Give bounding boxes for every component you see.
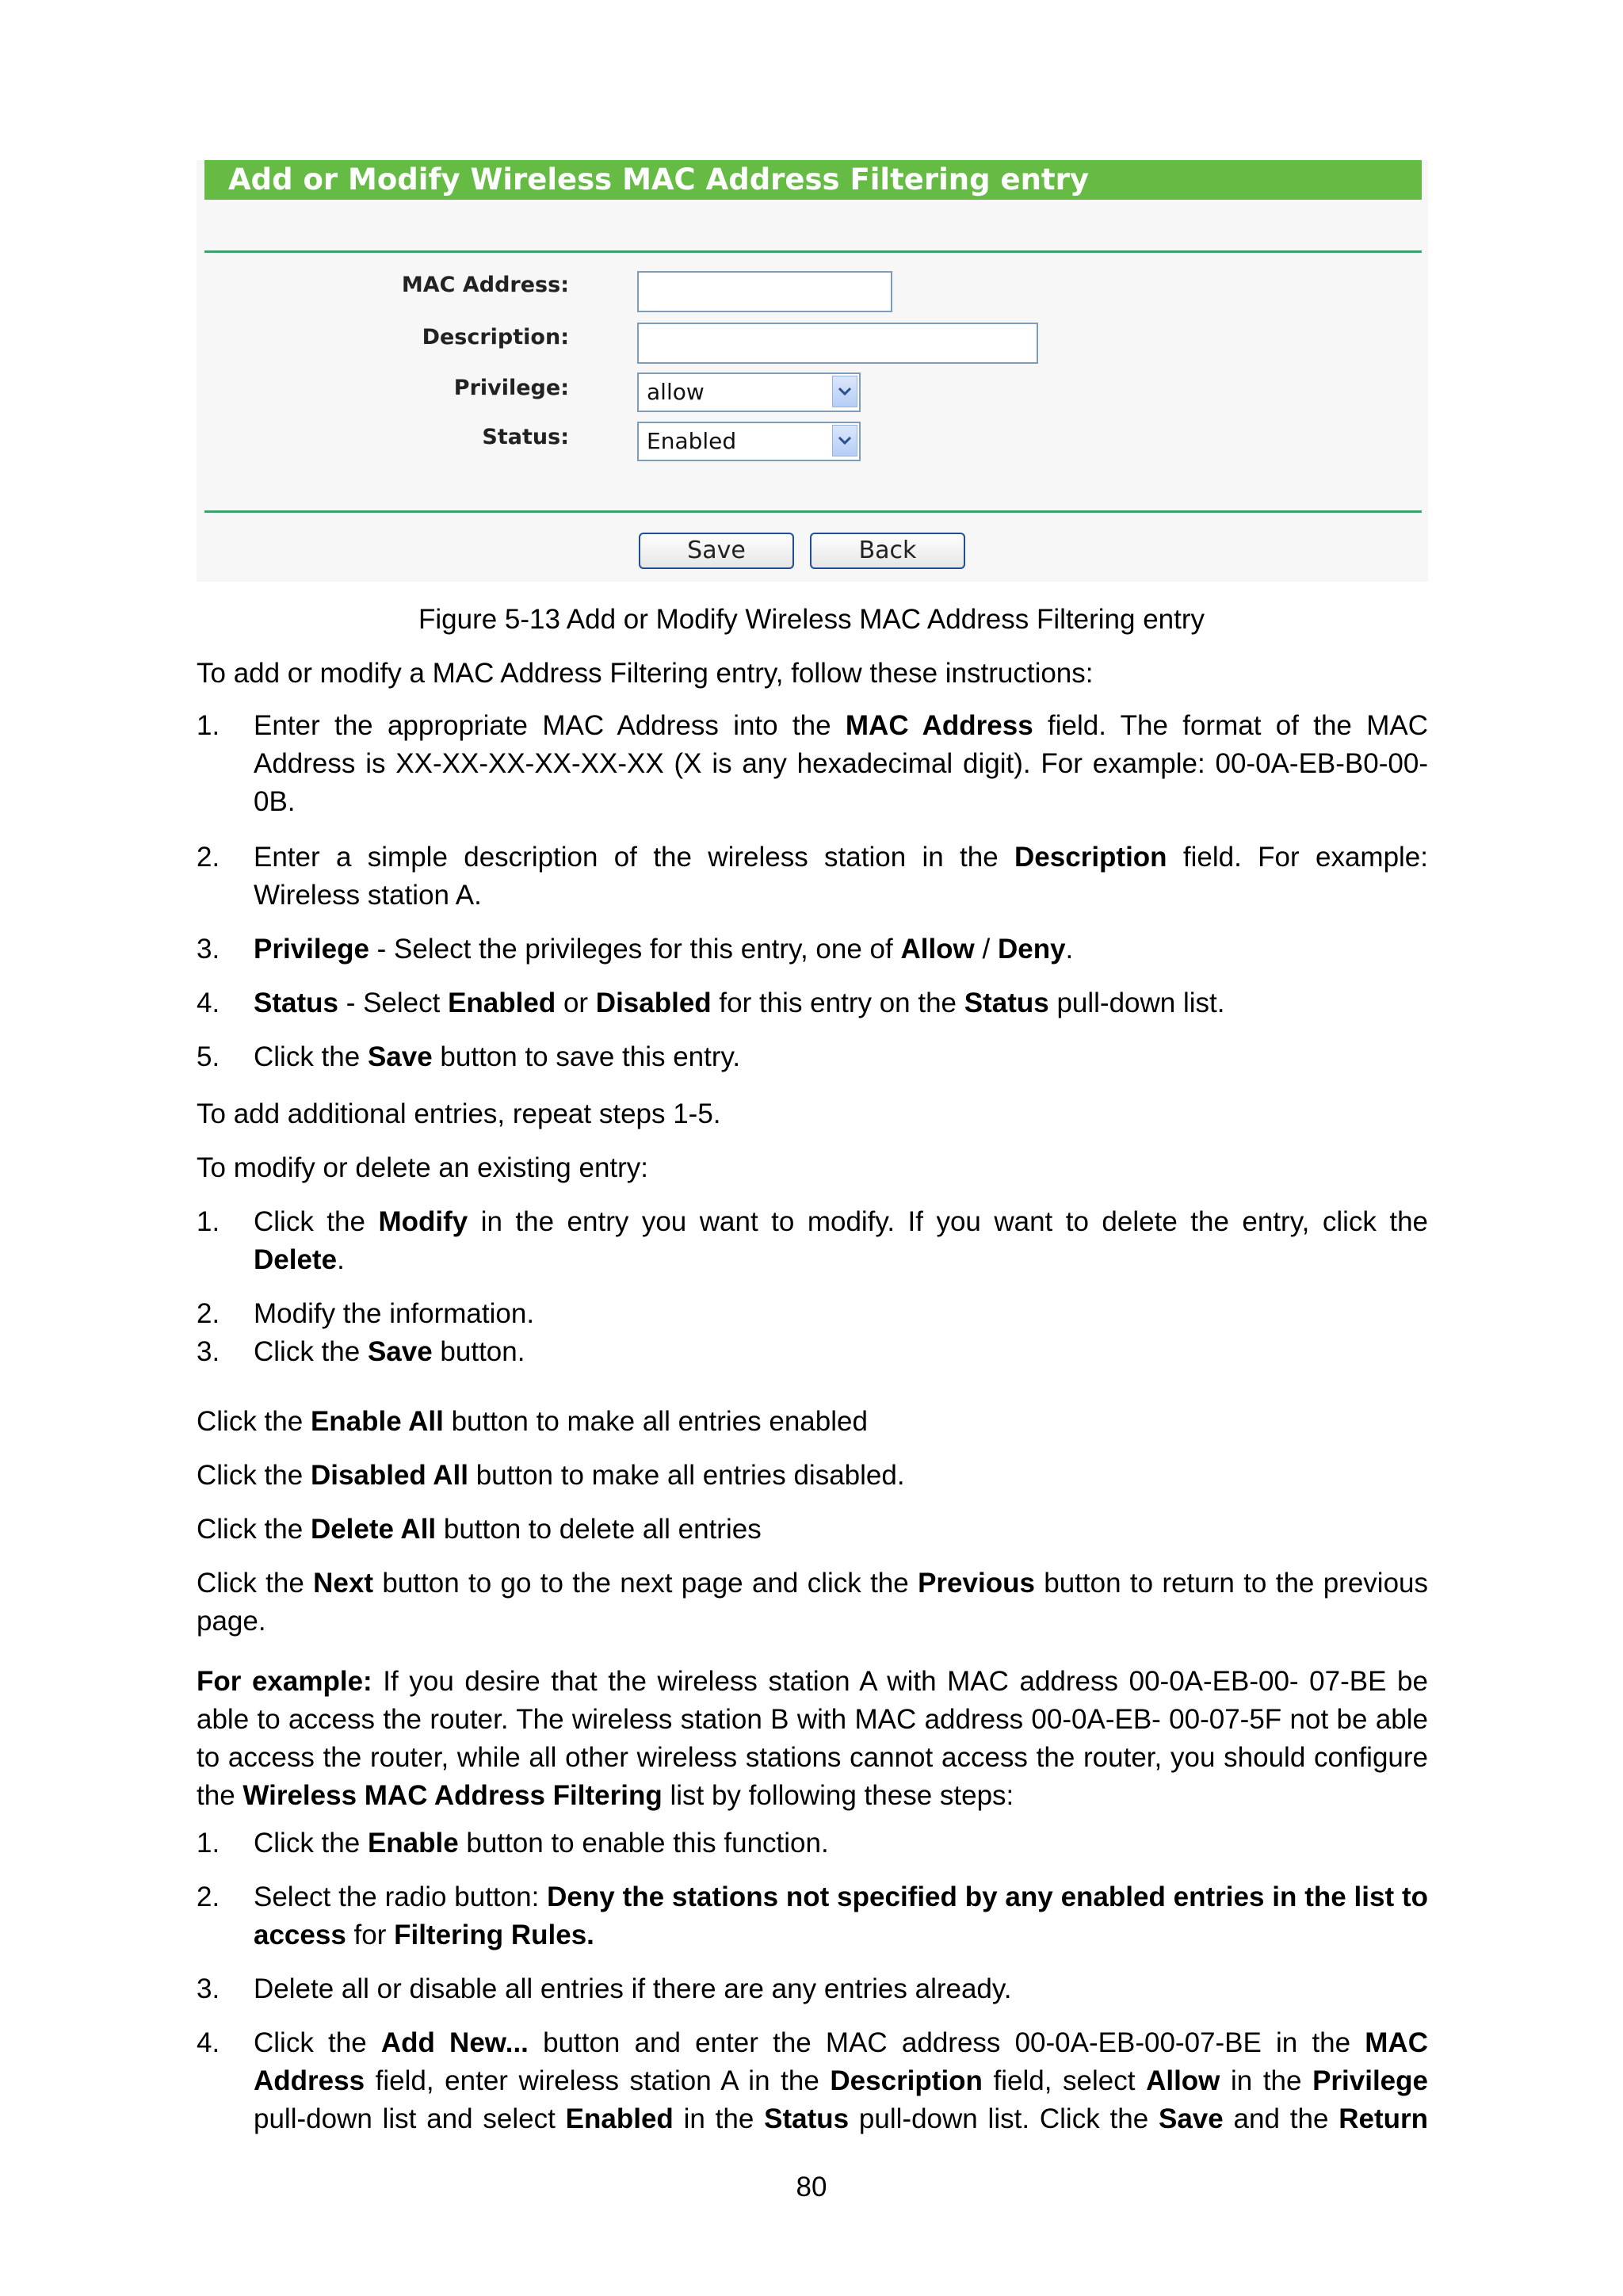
figure-divider-bottom [204, 510, 1422, 513]
modify-step-item: Click the Save button. [254, 1336, 525, 1367]
status-label: Status: [482, 425, 569, 449]
modify-step-number: 2. [197, 1298, 220, 1329]
description-label: Description: [422, 325, 569, 350]
add-step-number: 2. [197, 842, 220, 873]
status-select[interactable] [637, 422, 861, 461]
figure-caption: Figure 5-13 Add or Modify Wireless MAC Address Filtering entry [418, 604, 1205, 635]
example-step-item: Click the Add New... button and enter the MAC address 00-0A-EB-00-07-BE in the MAC Address field, enter wireless station A in the Description field, select Allow in the Privilege pull-down list and select Enabled in the Status pull-down list. Click the Save and the Return [254, 2027, 1429, 2134]
status-selected-value: Enabled [647, 428, 737, 454]
example-step-item: Select the radio button: Deny the stations not specified by any enabled entries in the list to access for Filtering Rules. [254, 1881, 1428, 1950]
save-button[interactable]: Save [639, 533, 794, 569]
privilege-selected-value: allow [647, 379, 705, 405]
page-number: 80 [796, 2172, 827, 2202]
example-paragraph: For example: If you desire that the wireless station A with MAC address 00-0A-EB-00- 07-BE be able to access the router. The wireless station B with MAC address 00-0A-EB- 00-07-5F not be able to access the router, while all other wireless stations cannot access the router, you should configure the Wireless MAC Address Filtering list by following these steps: [197, 1666, 1428, 1811]
figure-title-bar: Add or Modify Wireless MAC Address Filtering entry [204, 160, 1422, 200]
example-step-number: 3. [197, 1973, 220, 2004]
back-button[interactable]: Back [810, 533, 965, 569]
click-instruction-line: Click the Enable All button to make all entries enabled [197, 1406, 868, 1437]
mac-address-label: MAC Address: [401, 273, 569, 297]
example-step-item: Delete all or disable all entries if there are any entries already. [254, 1973, 1012, 2004]
chevron-down-icon[interactable] [832, 376, 857, 407]
intro-text: To add or modify a MAC Address Filtering entry, follow these instructions: [197, 658, 1094, 689]
add-step-number: 5. [197, 1041, 220, 1072]
click-instruction-line: Click the Disabled All button to make all entries disabled. [197, 1460, 905, 1491]
click-instruction-line: Click the Delete All button to delete all entries [197, 1514, 762, 1545]
add-step-item: Privilege - Select the privileges for this entry, one of Allow / Deny. [254, 934, 1074, 965]
example-step-number: 2. [197, 1881, 220, 1912]
add-step-item: Enter the appropriate MAC Address into the MAC Address field. The format of the MAC Address is XX-XX-XX-XX-XX-XX (X is any hexadecimal digit). For example: 00-0A-EB-B0-00-0B. [254, 710, 1428, 817]
modify-step-item: Modify the information. [254, 1298, 535, 1329]
chevron-down-icon[interactable] [832, 425, 857, 457]
modify-step-number: 3. [197, 1336, 220, 1367]
add-step-item: Click the Save button to save this entry. [254, 1041, 741, 1072]
example-step-number: 4. [197, 2027, 220, 2058]
description-input[interactable] [637, 323, 1038, 364]
click-instruction-line: Click the Next button to go to the next page and click the Previous button to return to the previous page. [197, 1568, 1428, 1637]
mac-address-input[interactable] [637, 271, 892, 312]
add-step-number: 4. [197, 988, 220, 1018]
add-step-number: 1. [197, 710, 220, 741]
repeat-text: To add additional entries, repeat steps 1-5. [197, 1098, 721, 1129]
privilege-label: Privilege: [453, 376, 569, 400]
modify-intro-text: To modify or delete an existing entry: [197, 1152, 649, 1183]
modify-step-item: Click the Modify in the entry you want to modify. If you want to delete the entry, click the Delete. [254, 1206, 1429, 1275]
figure-divider-top [204, 250, 1422, 253]
modify-step-number: 1. [197, 1206, 220, 1237]
example-step-item: Click the Enable button to enable this function. [254, 1828, 829, 1859]
add-step-number: 3. [197, 934, 220, 965]
example-step-number: 1. [197, 1828, 220, 1859]
add-step-item: Status - Select Enabled or Disabled for this entry on the Status pull-down list. [254, 988, 1225, 1018]
privilege-select[interactable] [637, 372, 861, 412]
router-config-screenshot [197, 160, 1428, 582]
add-step-item: Enter a simple description of the wireless station in the Description field. For example: Wireless station A. [254, 842, 1428, 911]
